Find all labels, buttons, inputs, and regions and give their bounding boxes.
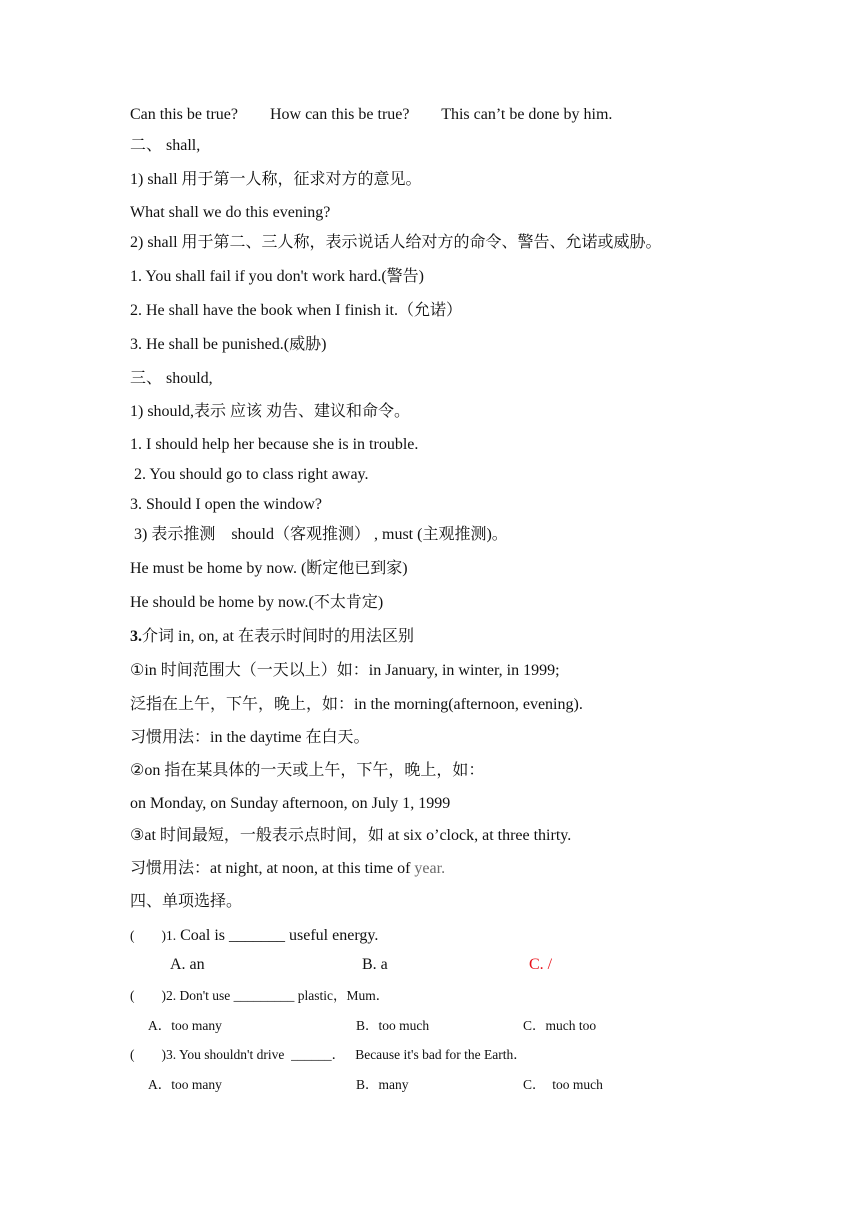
text-line: 1) shall 用于第一人称，征求对方的意见。 xyxy=(130,171,422,188)
text-line: 习惯用法：in the daytime 在白天。 xyxy=(130,729,370,746)
question-text: Coal is _______ useful energy. xyxy=(176,927,379,944)
text-line: 3) 表示推测 should（客观推测） , must (主观推测)。 xyxy=(130,526,508,543)
text-line: on Monday, on Sunday afternoon, on July 1, 1999 xyxy=(130,795,451,812)
text-line: 1) should,表示 应该 劝告、建议和命令。 xyxy=(130,403,411,420)
question-2-stem xyxy=(130,986,389,1006)
text-line: He should be home by now.(不太肯定) xyxy=(130,594,384,611)
question-3-option-c: C． too much xyxy=(523,1077,603,1092)
question-1-option-a: A. an xyxy=(170,956,205,973)
section-heading-shall: 二、 shall, xyxy=(130,137,201,154)
question-1-stem xyxy=(130,926,378,946)
text-line: 2) shall 用于第二、三人称，表示说话人给对方的命令、警告、允诺或威胁。 xyxy=(130,234,662,251)
answer-blank: ( )1. xyxy=(130,928,177,943)
text-line: 1. I should help her because she is in trouble. xyxy=(130,436,419,453)
section-heading-should: 三、 should, xyxy=(130,370,213,387)
text-line: ③at 时间最短，一般表示点时间，如 at six o’clock, at three thirty. xyxy=(130,827,572,844)
question-text: Don't use _________ plastic，Mum． xyxy=(176,988,390,1003)
section-heading-choice: 四、单项选择。 xyxy=(130,893,243,910)
text-line: He must be home by now. (断定他已到家) xyxy=(130,560,408,577)
question-text: You shouldn't drive ______． Because it's bad for the Earth． xyxy=(176,1047,527,1062)
section-title: 介词 in, on, at 在表示时间时的用法区别 xyxy=(142,628,414,645)
answer-blank: ( )3. xyxy=(130,1047,177,1062)
text-line: 2. You should go to class right away. xyxy=(130,466,369,483)
question-1-option-b: B. a xyxy=(362,956,388,973)
text-line xyxy=(130,859,445,879)
answer-blank: ( )2. xyxy=(130,988,177,1003)
text-line: ②on 指在某具体的一天或上午，下午，晚上，如： xyxy=(130,762,485,779)
faded-text: year. xyxy=(414,860,446,877)
question-3-option-a: A．too many xyxy=(148,1077,222,1092)
text-line: 泛指在上午，下午，晚上，如：in the morning(afternoon, evening). xyxy=(130,696,583,713)
question-2-option-a: A．too many xyxy=(148,1018,222,1033)
text-segment: 习惯用法：at night, at noon, at this time of xyxy=(130,860,415,877)
question-3-option-b: B．many xyxy=(356,1077,409,1092)
text-line: 1. You shall fail if you don't work hard.(警告) xyxy=(130,268,424,285)
text-line: What shall we do this evening? xyxy=(130,204,331,221)
text-line: Can this be true? How can this be true? This can’t be done by him. xyxy=(130,106,613,123)
question-2-option-c: C．much too xyxy=(523,1018,597,1033)
question-1-option-c-answer: C. / xyxy=(529,956,553,973)
text-line: 3. He shall be punished.(威胁) xyxy=(130,336,327,353)
section-number: 3. xyxy=(130,628,142,645)
section-heading-prepositions xyxy=(130,627,414,647)
text-line: 2. He shall have the book when I finish it.（允诺） xyxy=(130,302,462,319)
text-line: 3. Should I open the window? xyxy=(130,496,322,513)
question-3-stem xyxy=(130,1045,527,1065)
text-line: ①in 时间范围大（一天以上）如：in January, in winter, in 1999; xyxy=(130,662,560,679)
question-2-option-b: B．too much xyxy=(356,1018,430,1033)
